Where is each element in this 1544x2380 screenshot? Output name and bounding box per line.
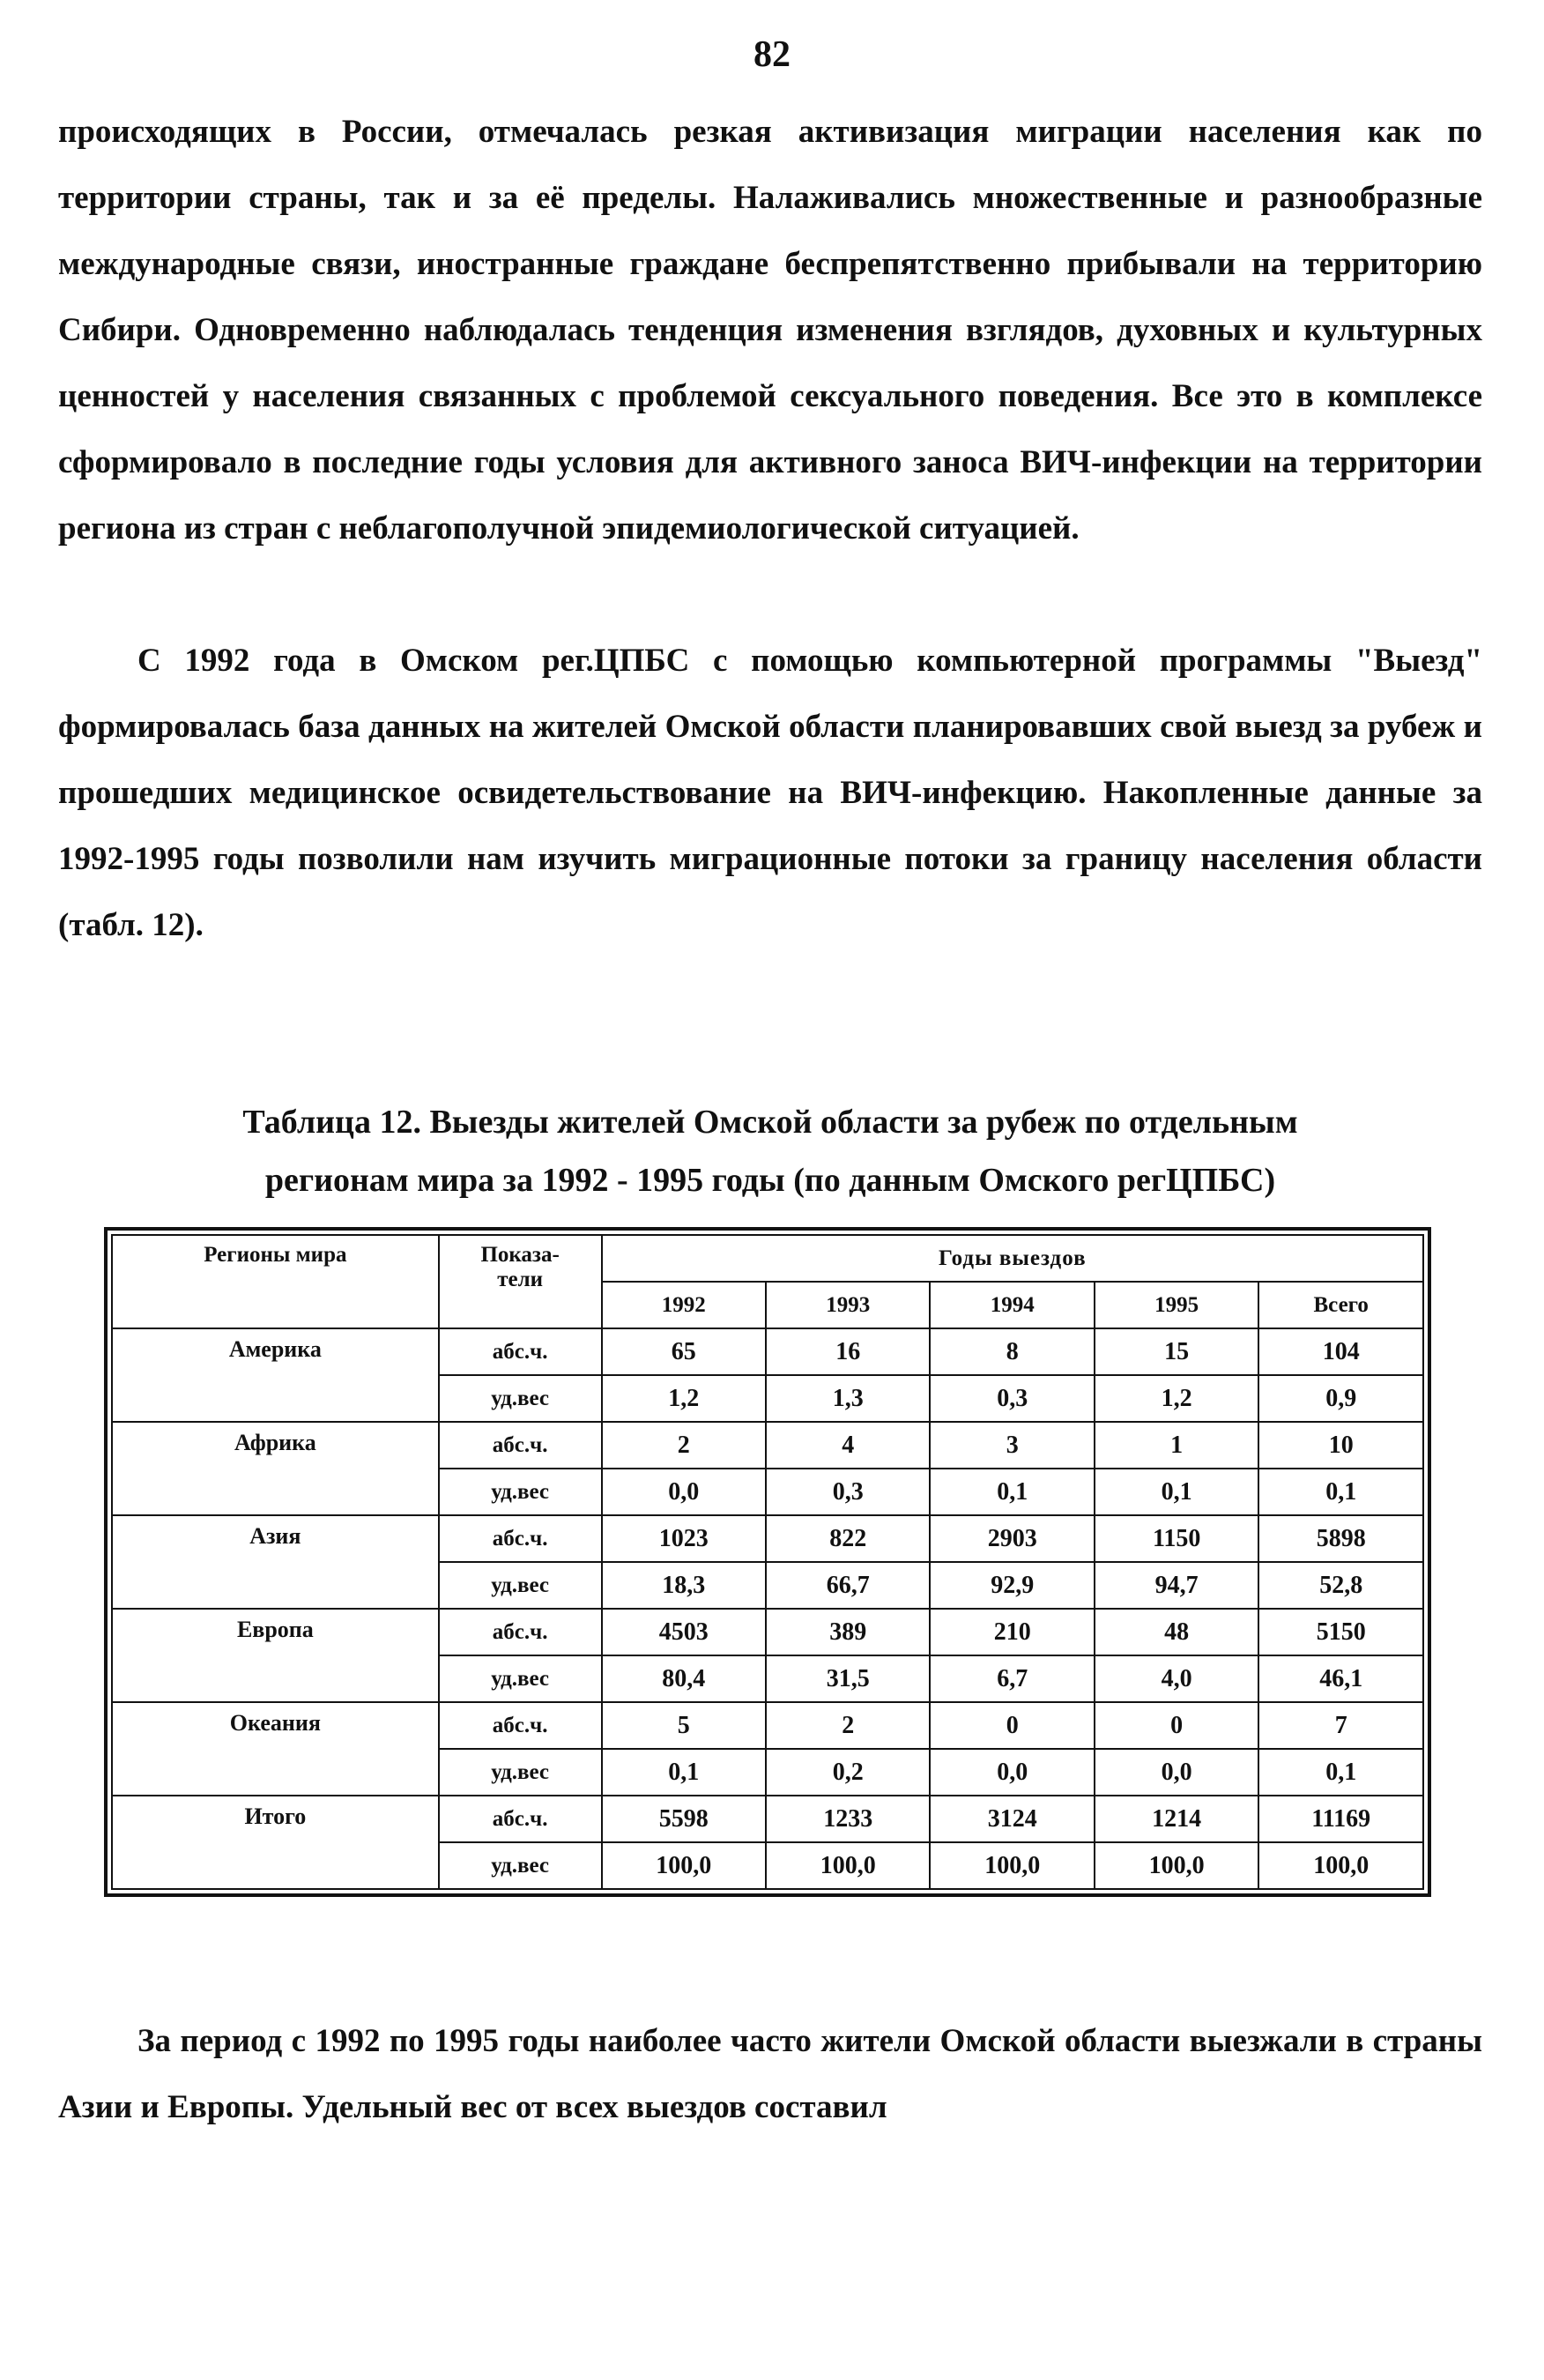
migration-table xyxy=(111,1234,1424,1890)
value-cell: 7 xyxy=(1258,1702,1423,1749)
value-cell: 10 xyxy=(1258,1422,1423,1469)
indicator-cell: абс.ч. xyxy=(439,1609,602,1655)
table-caption xyxy=(58,1093,1482,1209)
indicator-cell: абс.ч. xyxy=(439,1796,602,1842)
value-cell: 1233 xyxy=(766,1796,930,1842)
indicator-cell: уд.вес xyxy=(439,1842,602,1889)
value-cell: 46,1 xyxy=(1258,1655,1423,1702)
value-cell: 389 xyxy=(766,1609,930,1655)
value-cell: 52,8 xyxy=(1258,1562,1423,1609)
value-cell: 1023 xyxy=(602,1515,766,1562)
value-cell: 0,1 xyxy=(930,1469,1094,1515)
value-cell: 1,3 xyxy=(766,1375,930,1422)
value-cell: 5598 xyxy=(602,1796,766,1842)
value-cell: 15 xyxy=(1095,1328,1258,1375)
value-cell: 100,0 xyxy=(1095,1842,1258,1889)
value-cell: 0,3 xyxy=(766,1469,930,1515)
table-caption-line-1: Таблица 12. Выезды жителей Омской области за рубеж по отдельным xyxy=(242,1104,1298,1141)
value-cell: 1214 xyxy=(1095,1796,1258,1842)
value-cell: 0,1 xyxy=(1258,1469,1423,1515)
value-cell: 0 xyxy=(1095,1702,1258,1749)
value-cell: 5898 xyxy=(1258,1515,1423,1562)
value-cell: 3 xyxy=(930,1422,1094,1469)
value-cell: 2903 xyxy=(930,1515,1094,1562)
value-cell: 822 xyxy=(766,1515,930,1562)
value-cell: 16 xyxy=(766,1328,930,1375)
indicator-cell: уд.вес xyxy=(439,1749,602,1796)
value-cell: 0 xyxy=(930,1702,1094,1749)
paragraph-3: За период с 1992 по 1995 годы наиболее часто жители Омской области выезжали в страны Азии и Европы. Удельный вес от всех выездов составил xyxy=(58,2023,1482,2125)
table-row xyxy=(112,1515,1423,1562)
region-name-cell: Европа xyxy=(112,1609,439,1702)
region-name-cell: Азия xyxy=(112,1515,439,1609)
value-cell: 2 xyxy=(766,1702,930,1749)
value-cell: 100,0 xyxy=(1258,1842,1423,1889)
value-cell: 0,1 xyxy=(1095,1469,1258,1515)
table-row xyxy=(112,1796,1423,1842)
value-cell: 48 xyxy=(1095,1609,1258,1655)
header-region: Регионы мира xyxy=(112,1235,439,1328)
value-cell: 80,4 xyxy=(602,1655,766,1702)
value-cell: 1 xyxy=(1095,1422,1258,1469)
value-cell: 0,2 xyxy=(766,1749,930,1796)
page-number: 82 xyxy=(753,34,791,75)
value-cell: 104 xyxy=(1258,1328,1423,1375)
indicator-cell: абс.ч. xyxy=(439,1515,602,1562)
table-caption-line-2: регионам мира за 1992 - 1995 годы (по данным Омского регЦПБС) xyxy=(264,1162,1276,1199)
value-cell: 4 xyxy=(766,1422,930,1469)
indicator-cell: абс.ч. xyxy=(439,1702,602,1749)
header-total: Всего xyxy=(1258,1282,1423,1328)
value-cell: 4503 xyxy=(602,1609,766,1655)
value-cell: 0,0 xyxy=(602,1469,766,1515)
header-year-1995: 1995 xyxy=(1095,1282,1258,1328)
indicator-cell: уд.вес xyxy=(439,1562,602,1609)
paragraph-1: происходящих в России, отмечалась резкая активизация миграции населения как по территории страны, так и за её пределы. Налаживались множественные и разнообразные международные связи, иностранные граждане беспрепятственно прибывали на территорию Сибири. Одновременно наблюдалась тенденция изменения взглядов, духовных и культурных ценностей у населения связанных с проблемой сексуального поведения. Все это в комплексе сформировало в последние годы условия для активного заноса ВИЧ-инфекции на территории региона из стран с неблагополучной эпидемиологической ситуацией. xyxy=(58,114,1482,547)
table-row xyxy=(112,1702,1423,1749)
value-cell: 31,5 xyxy=(766,1655,930,1702)
value-cell: 100,0 xyxy=(930,1842,1094,1889)
value-cell: 0,1 xyxy=(1258,1749,1423,1796)
table-header-row-1 xyxy=(112,1235,1423,1282)
value-cell: 1,2 xyxy=(1095,1375,1258,1422)
value-cell: 11169 xyxy=(1258,1796,1423,1842)
table-frame xyxy=(104,1227,1431,1897)
table-row xyxy=(112,1609,1423,1655)
indicator-cell: уд.вес xyxy=(439,1469,602,1515)
header-year-1992: 1992 xyxy=(602,1282,766,1328)
value-cell: 0,1 xyxy=(602,1749,766,1796)
region-name-cell: Итого xyxy=(112,1796,439,1889)
value-cell: 66,7 xyxy=(766,1562,930,1609)
indicator-cell: абс.ч. xyxy=(439,1422,602,1469)
region-name-cell: Америка xyxy=(112,1328,439,1422)
header-years-group: Годы выездов xyxy=(602,1235,1423,1282)
value-cell: 94,7 xyxy=(1095,1562,1258,1609)
value-cell: 0,0 xyxy=(930,1749,1094,1796)
table-row xyxy=(112,1328,1423,1375)
value-cell: 4,0 xyxy=(1095,1655,1258,1702)
value-cell: 5150 xyxy=(1258,1609,1423,1655)
indicator-cell: абс.ч. xyxy=(439,1328,602,1375)
indicator-cell: уд.вес xyxy=(439,1655,602,1702)
header-indicator: Показа- тели xyxy=(439,1235,602,1328)
value-cell: 18,3 xyxy=(602,1562,766,1609)
value-cell: 6,7 xyxy=(930,1655,1094,1702)
region-name-cell: Океания xyxy=(112,1702,439,1796)
value-cell: 0,9 xyxy=(1258,1375,1423,1422)
header-year-1994: 1994 xyxy=(930,1282,1094,1328)
value-cell: 100,0 xyxy=(766,1842,930,1889)
value-cell: 0,3 xyxy=(930,1375,1094,1422)
value-cell: 1150 xyxy=(1095,1515,1258,1562)
value-cell: 8 xyxy=(930,1328,1094,1375)
body-text-middle xyxy=(58,628,1482,958)
header-year-1993: 1993 xyxy=(766,1282,930,1328)
body-text-top xyxy=(58,99,1482,562)
value-cell: 3124 xyxy=(930,1796,1094,1842)
value-cell: 100,0 xyxy=(602,1842,766,1889)
value-cell: 2 xyxy=(602,1422,766,1469)
value-cell: 92,9 xyxy=(930,1562,1094,1609)
value-cell: 210 xyxy=(930,1609,1094,1655)
value-cell: 65 xyxy=(602,1328,766,1375)
value-cell: 0,0 xyxy=(1095,1749,1258,1796)
region-name-cell: Африка xyxy=(112,1422,439,1515)
value-cell: 5 xyxy=(602,1702,766,1749)
table-row xyxy=(112,1422,1423,1469)
body-text-bottom xyxy=(58,2008,1482,2140)
indicator-cell: уд.вес xyxy=(439,1375,602,1422)
paragraph-2: С 1992 года в Омском рег.ЦПБС с помощью компьютерной программы "Выезд" формировалась база данных на жителей Омской области планировавших свой выезд за рубеж и прошедших медицинское освидетельствование на ВИЧ-инфекцию. Накопленные данные за 1992-1995 годы позволили нам изучить миграционные потоки за границу населения области (табл. 12). xyxy=(58,643,1482,943)
value-cell: 1,2 xyxy=(602,1375,766,1422)
table-body xyxy=(112,1328,1423,1889)
